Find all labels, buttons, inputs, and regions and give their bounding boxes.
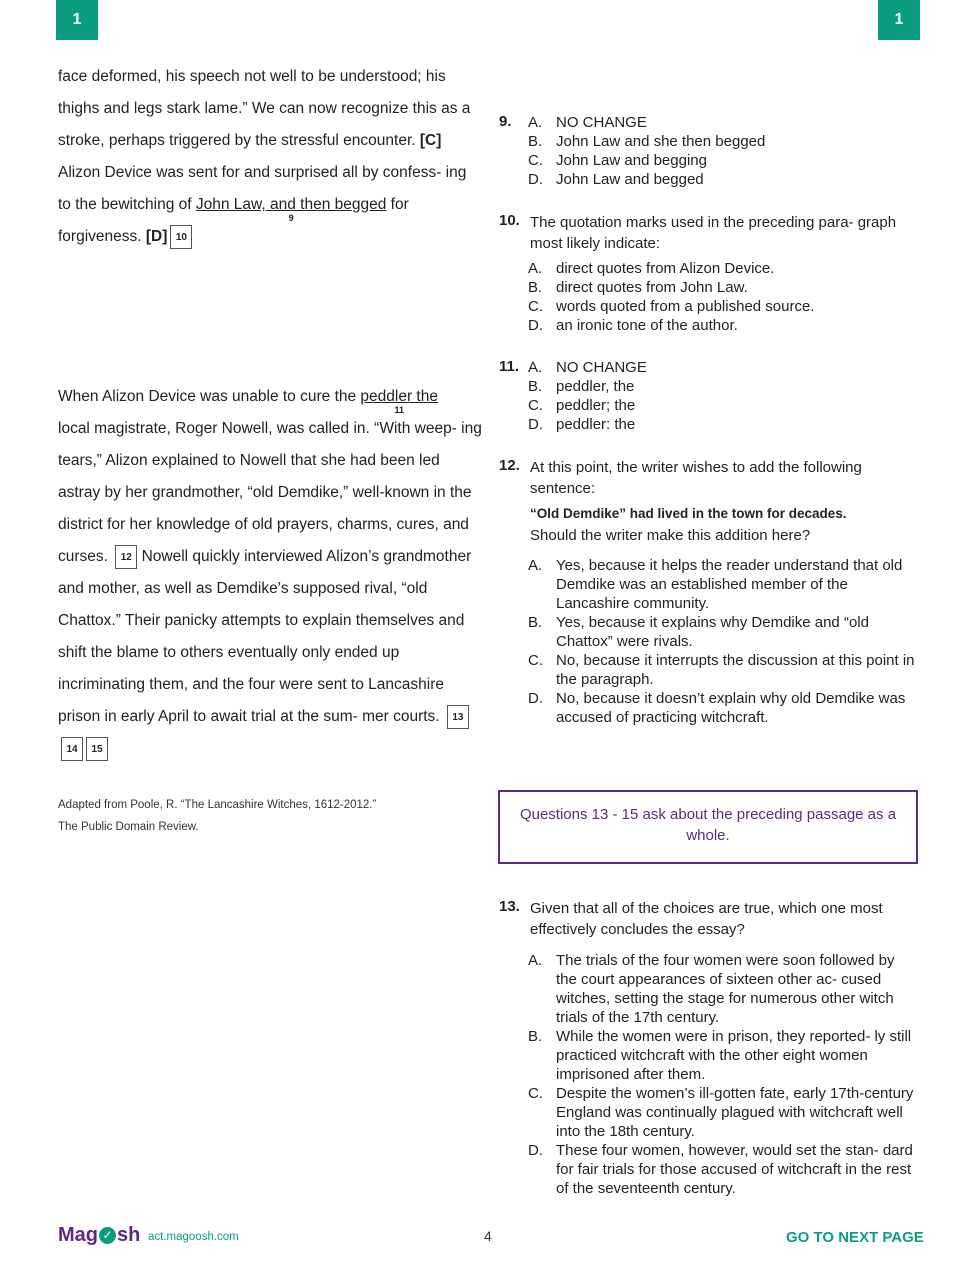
site-url[interactable]: act.magoosh.com [148,1231,239,1243]
choice-b[interactable]: B. While the women were in prison, they reported- ly still practiced witchcraft with the other eight women imprisoned after them. [528,1028,912,1083]
question-box-13[interactable]: 13 [447,705,469,729]
question-10 [499,212,919,335]
underline-q11[interactable]: peddler the 11 [360,388,438,415]
source-citation: Adapted from Poole, R. “The Lancashire Witches, 1612-2012.” The Public Domain Review. [58,799,377,833]
magoosh-logo: Mag ✓ sh [58,1224,141,1246]
question-box-14[interactable]: 14 [61,737,83,761]
choice-b[interactable]: B. direct quotes from John Law. [528,279,748,296]
choice-c[interactable]: C. John Law and begging [528,152,707,169]
choice-a[interactable]: A. Yes, because it helps the reader understand that old Demdike was an established member of the Lancashire community. [528,557,903,612]
q9-number-label: 9 [288,213,294,223]
choice-b[interactable]: B. Yes, because it explains why Demdike and “old Chattox” were rivals. [528,614,869,650]
choice-c[interactable]: C. peddler; the [528,397,636,414]
choice-a[interactable]: A. NO CHANGE [528,359,647,376]
choice-c[interactable]: C. Despite the women’s ill-gotten fate, early 17th-century England was continually plagued with witchcraft well into the 18th century. [528,1085,914,1140]
question-stem: At this point, the writer wishes to add the following sentence: [530,459,862,497]
choice-d[interactable]: D. peddler: the [528,416,636,433]
choice-c[interactable]: C. No, because it interrupts the discussion at this point in the paragraph. [528,652,915,688]
question-9 [499,113,919,189]
question-prompt: Should the writer make this addition here? [530,527,811,544]
question-number: 11. [499,358,520,375]
choice-d[interactable]: D. John Law and begged [528,171,704,188]
question-box-10[interactable]: 10 [170,225,192,249]
question-number: 10. [499,212,520,229]
passage-paragraph-2: When Alizon Device was unable to cure the peddler the 11 local magistrate, Roger Nowell, was called in. “With weep- ing tears,” Alizon explained to Nowell that she had been led astray by her grandmother, “old Demdike,” well-known in the district for her knowledge of old prayers, charms, cures, and curses. 12 Nowell quickly interviewed Alizon’s grandmother and mother, as well as Demdike’s supposed rival, “old Chattox.” Their panicky attempts to explain themselves and shift the blame to others eventually only ended up incriminating them, and the four were sent to Lancashire prison in early April to await trial at the sum- mer courts. 1314 15 [58,381,483,765]
choice-a[interactable]: A. The trials of the four women were soon followed by the court appearances of sixteen other ac- cused witches, setting the stage for numerous other witch trials of the 17th century. [528,952,895,1026]
question-box-15[interactable]: 15 [86,737,108,761]
choice-a[interactable]: A. direct quotes from Alizon Device. [528,260,775,277]
choice-a[interactable]: A. NO CHANGE [528,114,647,131]
question-12 [499,457,919,727]
question-number: 9. [499,113,512,130]
section-tab-right: 1 [878,0,920,40]
question-stem: The quotation marks used in the preceding para- graph most likely indicate: [530,214,897,252]
checkmark-icon: ✓ [99,1227,116,1244]
underline-q9[interactable]: John Law, and then begged 9 [195,196,387,223]
choice-d[interactable]: D. These four women, however, would set the stan- dard for fair trials for those accused of witchcraft in the rest of the seventeenth century. [528,1142,913,1197]
choice-c[interactable]: C. words quoted from a published source. [528,298,815,315]
question-11 [499,358,919,434]
choice-b[interactable]: B. John Law and she then begged [528,133,766,150]
question-13 [499,898,919,1198]
choice-d[interactable]: D. No, because it doesn’t explain why old Demdike was accused of practicing witchcraft. [528,690,906,726]
marker-c: [C] [419,132,442,149]
choice-b[interactable]: B. peddler, the [528,378,635,395]
marker-d: [D] [145,228,168,245]
q11-number-label: 11 [394,405,404,415]
go-to-next-page[interactable]: GO TO NEXT PAGE [786,1229,924,1246]
question-box-12[interactable]: 12 [115,545,137,569]
question-number: 12. [499,457,520,474]
question-number: 13. [499,898,520,915]
section-tab-left: 1 [56,0,98,40]
page-number: 4 [484,1228,492,1244]
passage-note-box: Questions 13 - 15 ask about the preceding passage as a whole. [498,790,918,864]
passage-paragraph-1: face deformed, his speech not well to be understood; his thighs and legs stark lame.” We can now recognize this as a stroke, perhaps triggered by the stressful encounter. [C] Alizon Device was sent for and surprised all by confess- ing to the bewitching of John Law, and then begged 9 for forgiveness. [D] 10 [58,61,483,253]
choice-d[interactable]: D. an ironic tone of the author. [528,317,738,334]
proposed-sentence: “Old Demdike” had lived in the town for decades. [530,506,847,521]
question-stem: Given that all of the choices are true, which one most effectively concludes the essay? [530,900,883,938]
